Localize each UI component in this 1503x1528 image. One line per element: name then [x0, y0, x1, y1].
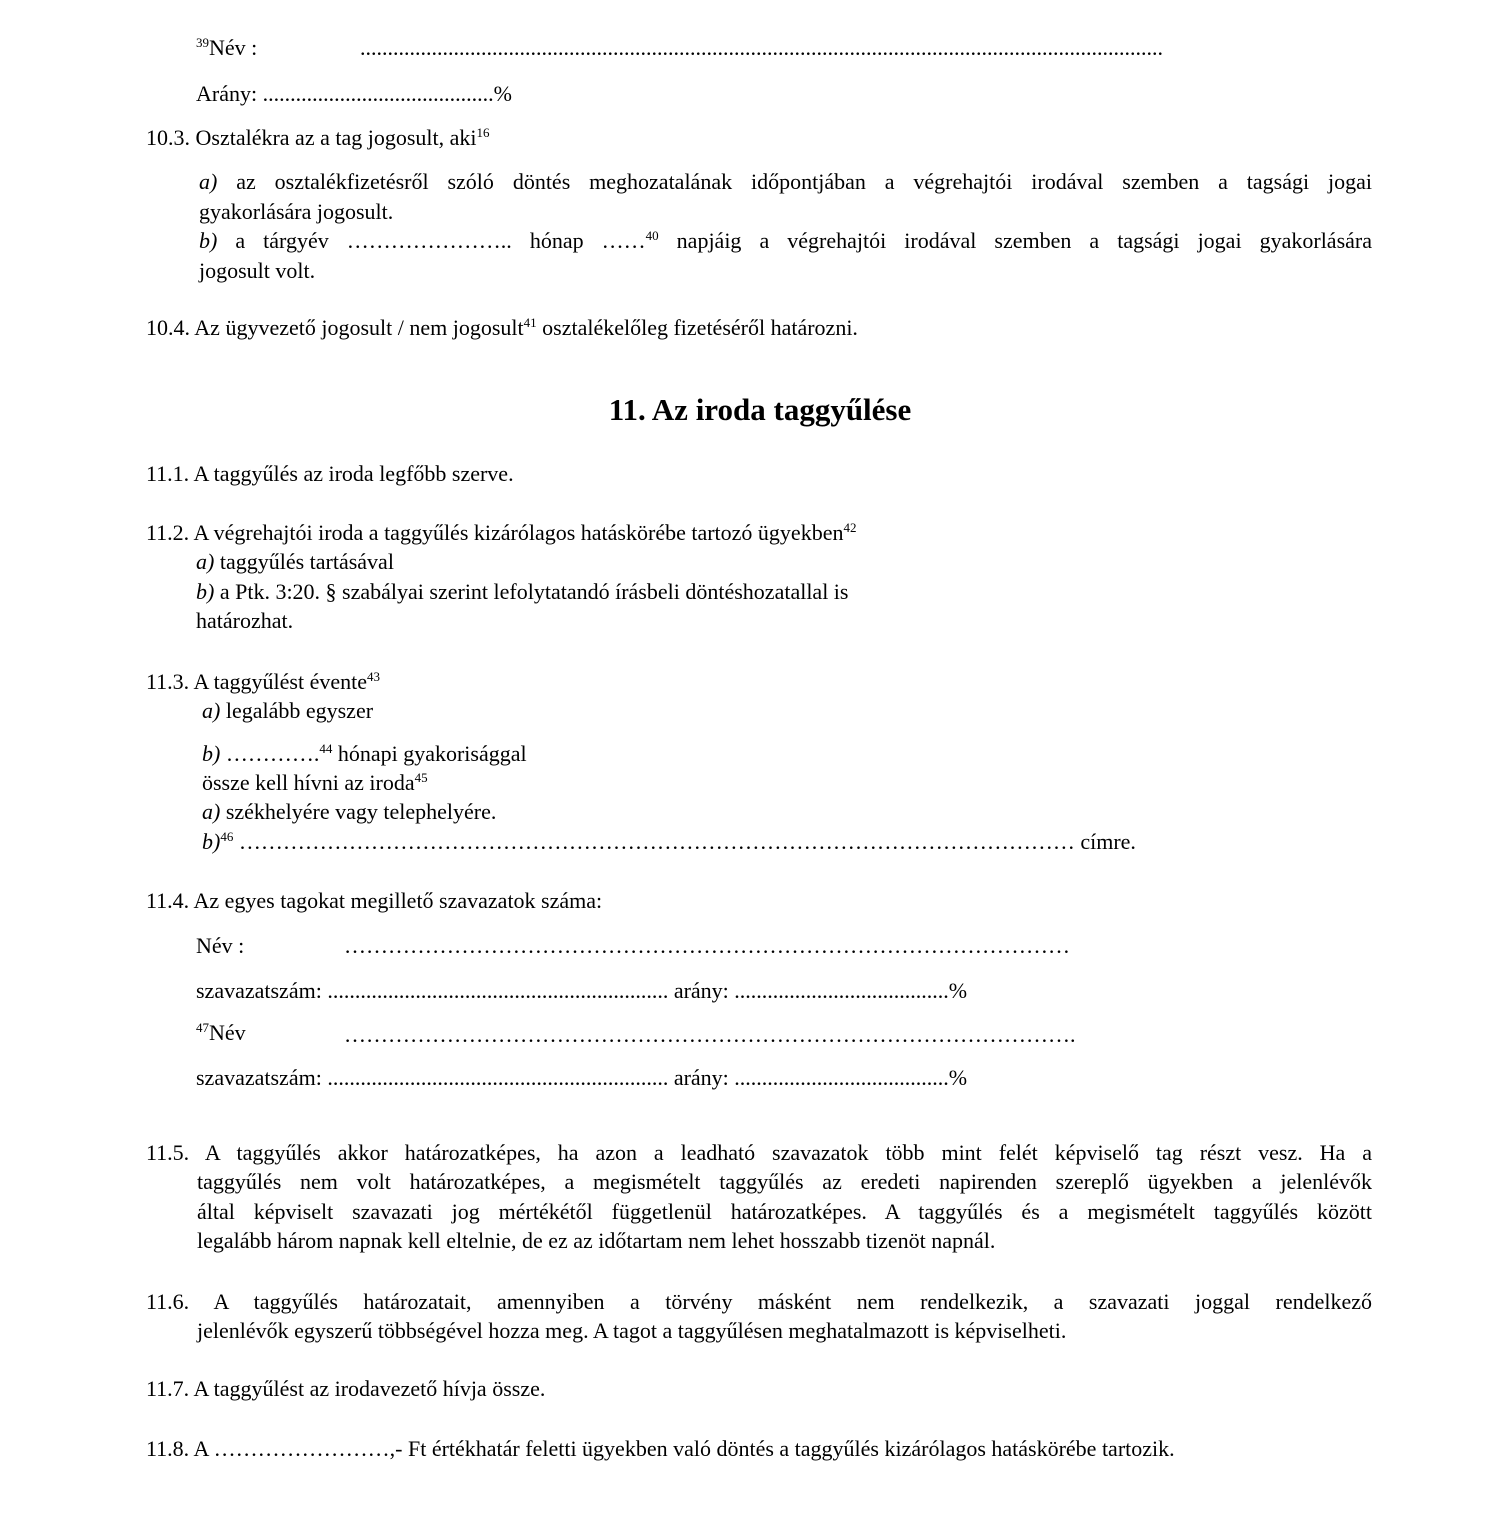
- name-field-line-1: [196, 34, 257, 62]
- section-11-6: 11.6. A taggyűlés határozatait, amennyiben a törvény másként nem rendelkezik, a szavazati joggal rendelkező: [146, 1289, 1372, 1314]
- footnote-ref: 16: [476, 125, 490, 140]
- section-11-2-b: b) a Ptk. 3:20. § szabályai szerint lefolytatandó írásbeli döntéshozatallal is: [196, 579, 849, 604]
- section-10-3-a: a) az osztalékfizetésről szóló döntés meghozatalának időpontjában a végrehajtói irodával szemben a tagsági jogai gyakorlására jogosult.: [199, 169, 1372, 224]
- section-11-1: 11.1. A taggyűlés az iroda legfőbb szerve.: [146, 461, 514, 486]
- name-field-dots: ..................................................................................................................................................: [360, 35, 1163, 60]
- vote-count-row: szavazatszám: .............................................................. arány: .......................................%: [196, 978, 968, 1003]
- footnote-ref: 41: [523, 315, 537, 330]
- name-label: Név :: [209, 35, 258, 60]
- member-name-label: $^{47}$Név: [196, 1020, 246, 1045]
- section-10-3: 10.3. Osztalékra az a tag jogosult, aki$^{16}$: [146, 125, 490, 150]
- member-name-label: Név :: [196, 933, 245, 958]
- section-11-3-a: a) legalább egyszer: [202, 698, 374, 723]
- section-11-2-a: a) taggyűlés tartásával: [196, 549, 394, 574]
- section-11-2: 11.2. A végrehajtói iroda a taggyűlés kizárólagos hatáskörébe tartozó ügyekben$^{42}$: [146, 520, 857, 545]
- footnote-ref: 44: [319, 741, 333, 756]
- section-11-3: 11.3. A taggyűlést évente$^{43}$: [146, 669, 380, 694]
- footnote-ref: 45: [414, 770, 428, 785]
- vote-count-row: szavazatszám: .............................................................. arány: .......................................%: [196, 1065, 968, 1090]
- section-11-3-c: össze kell hívni az iroda$^{45}$: [202, 770, 428, 795]
- footnote-ref: 39: [196, 35, 209, 50]
- section-11-2-c: határozhat.: [196, 608, 294, 633]
- footnote-ref: 47: [196, 1020, 209, 1035]
- section-11-5-cont: taggyűlés nem volt határozatképes, a megismételt taggyűlés az eredeti napirenden szereplő ügyekben a jelenlévők által képviselt szavazati jog mértékétől függetlenül határozatképes. A taggyűlés és a megismételt taggyűlés között legalább három napnak kell eltelnie, de ez az időtartam nem lehet hosszabb tizenöt napnál.: [197, 1169, 1372, 1253]
- member-name-dots: ………………………………………………………………………………………: [344, 933, 1070, 958]
- ratio-field: Arány: ..........................................%: [196, 81, 512, 106]
- section-11-5: 11.5. A taggyűlés akkor határozatképes, ha azon a leadható szavazatok több mint felét képviselő tag részt vesz. Ha a: [146, 1140, 1372, 1165]
- section-11-6-cont: jelenlévők egyszerű többségével hozza meg. A tagot a taggyűlésen meghatalmazott is képviselheti.: [197, 1318, 1067, 1343]
- section-11-8: 11.8. A ……………………,- Ft értékhatár feletti ügyekben való döntés a taggyűlés kizárólagos hatáskörébe tartozik.: [146, 1436, 1175, 1461]
- footnote-ref: 40: [645, 228, 659, 243]
- section-heading: 11. Az iroda taggyűlése: [608, 392, 912, 427]
- member-name-dots: ……………………………………………………………………………………….: [344, 1022, 1076, 1047]
- section-11-3-e: b)$^{46}$ …………………………………………………………………………………………………… címre.: [202, 829, 1136, 854]
- footnote-ref: 42: [843, 520, 857, 535]
- footnote-ref: 46: [220, 829, 234, 844]
- section-10-3-b: b) a tárgyév ………………….. hónap ……$^{40}$ napjáig a végrehajtói irodával szemben a tagsági jogai gyakorlására jogosult volt.: [199, 228, 1372, 283]
- section-11-7: 11.7. A taggyűlést az irodavezető hívja össze.: [146, 1376, 546, 1401]
- footnote-ref: 43: [366, 669, 380, 684]
- section-10-4: 10.4. Az ügyvezető jogosult / nem jogosult$^{41}$ osztalékelőleg fizetéséről határozni.: [146, 315, 858, 340]
- section-11-3-d: a) székhelyére vagy telephelyére.: [202, 799, 497, 824]
- section-11-3-b: b) ………….$^{44}$ hónapi gyakorisággal: [202, 741, 527, 766]
- section-11-4: 11.4. Az egyes tagokat megillető szavazatok száma:: [146, 888, 603, 913]
